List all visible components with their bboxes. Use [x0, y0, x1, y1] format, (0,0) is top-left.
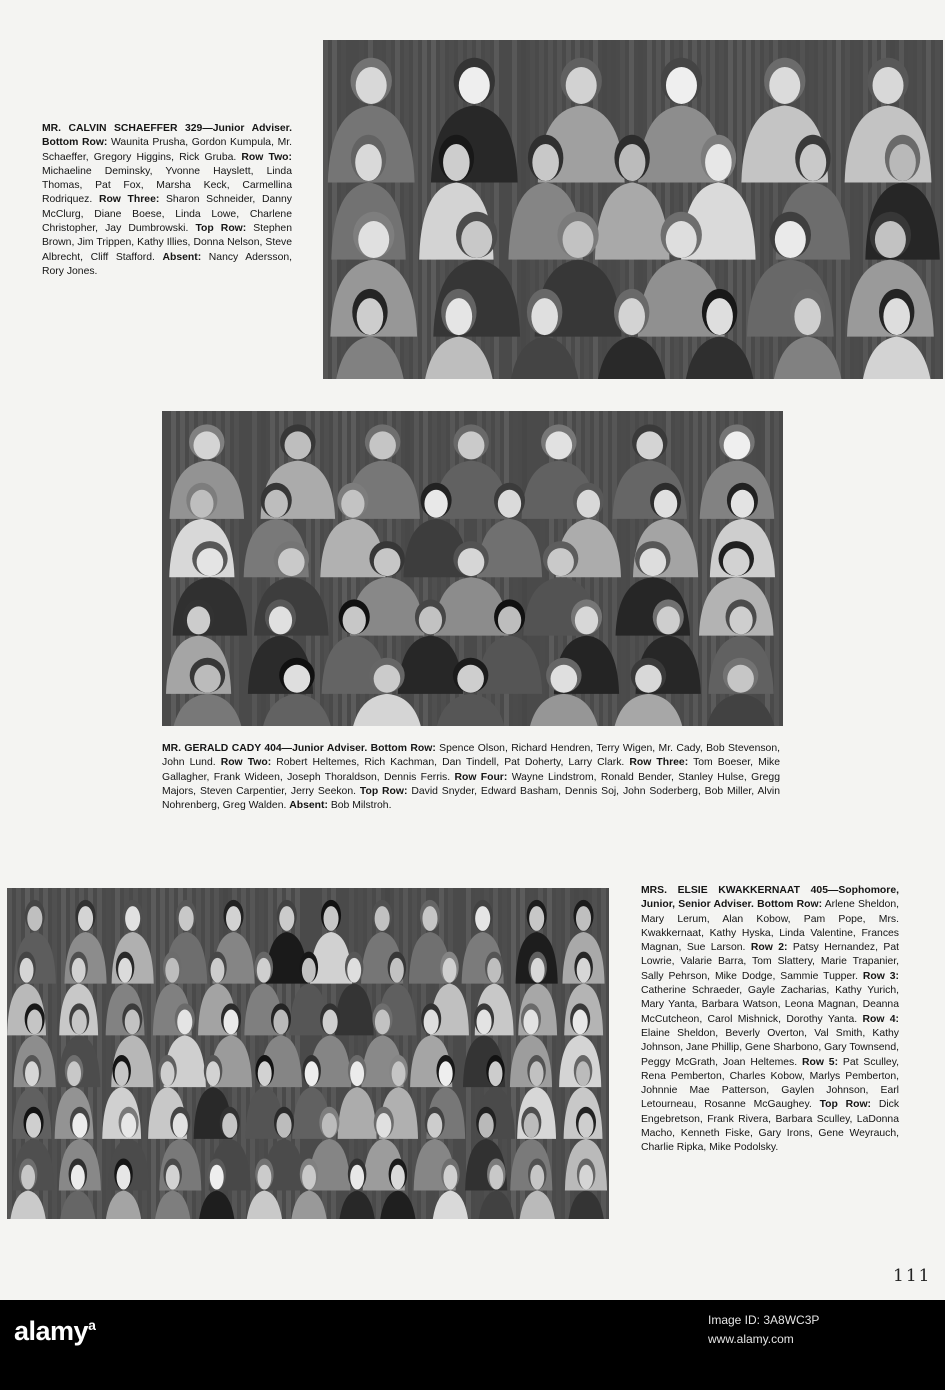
row-label: Row Three: — [629, 757, 689, 769]
row-names: Wayne Lindstrom, Ronald Bender, Stanley Hulse, Gregg Majors, Steven Carpentier, Jerry Seekon. — [162, 771, 780, 797]
brand-mark: a — [88, 1317, 96, 1333]
site-url[interactable]: www.alamy.com — [708, 1332, 794, 1346]
row-label: Bottom Row: — [42, 137, 108, 149]
adviser-role: —Junior Adviser. — [281, 743, 368, 754]
class-photo-kwakkernaat — [7, 888, 609, 1219]
image-id: Image ID: 3A8WC3P — [708, 1313, 820, 1327]
caption-schaeffer — [42, 122, 292, 279]
adviser-name: MR. CALVIN SCHAEFFER 329 — [42, 123, 203, 134]
row-names: Sharon Schneider, Danny McClurg, Diane Boese, Linda Lowe, Charlene Christopher, Jay Dumbrowski. — [42, 194, 293, 235]
page-number: 111 — [893, 1266, 932, 1286]
row-label: Top Row: — [359, 785, 408, 797]
brand-text: alamy — [14, 1316, 89, 1346]
row-names: Spence Olson, Richard Hendren, Terry Wigen, Mr. Cady, Bob Stevenson, John Lund. — [162, 743, 780, 769]
row-names: Catherine Schraeder, Gayle Zacharias, Kathy Yurich, Mary Yanta, Barbara Watson, Leona Magnan, Deanna McCutcheon, Carol Mishnick, Dorothy Yanta. — [641, 985, 899, 1025]
row-names: Bob Milstroh. — [330, 800, 392, 812]
caption-kwakkernaat — [641, 884, 899, 1156]
row-label: Row 5: — [802, 1056, 839, 1068]
adviser-name: MRS. ELSIE KWAKKERNAAT 405 — [641, 885, 828, 896]
class-photo-schaeffer — [323, 40, 943, 379]
row-label: Bottom Row: — [757, 899, 823, 911]
row-label: Bottom Row: — [370, 743, 436, 754]
caption-cady — [162, 742, 780, 813]
adviser-role: —Junior Adviser. — [202, 123, 293, 134]
row-label: Row Three: — [98, 194, 160, 206]
row-label: Row 3: — [862, 970, 900, 982]
row-label: Row 4: — [862, 1013, 900, 1025]
row-names: Nancy Adersson, Rory Jones. — [42, 251, 293, 277]
row-label: Absent: — [289, 800, 328, 812]
row-names: Patsy Hernandez, Pat Lowrie, Valarie Barra, Tom Slattery, Marie Trapanier, Sally Pehrson, Mike Dodge, Sammie Tupper. — [641, 942, 899, 982]
alamy-logo[interactable] — [14, 1316, 95, 1347]
row-names: Stephen Brown, Jim Trippen, Kathy Illies, Donna Nelson, Steve Albrecht, Cliff Stafford. — [42, 223, 292, 263]
adviser-name: MR. GERALD CADY 404 — [162, 743, 282, 754]
row-label: Row Four: — [454, 771, 508, 783]
row-names: Arlene Sheldon, Mary Lerum, Alan Kobow, Pam Pope, Mrs. Kwakkernaat, Kathy Hyska, Linda Valentine, Frances Magnan, Sue Larson. — [641, 899, 899, 954]
row-names: David Snyder, Edward Basham, Dennis Soj, John Soderberg, Bob Miller, Alvin Nohrenberg, Greg Walden. — [162, 785, 780, 812]
row-label: Absent: — [162, 251, 202, 263]
row-names: Michaeline Deminsky, Yvonne Hayslett, Linda Thomas, Pat Fox, Marsha Keck, Carmellina Rodriquez. — [42, 165, 292, 206]
row-label: Row Two: — [241, 151, 292, 163]
row-names: Waunita Prusha, Gordon Kumpula, Mr. Schaeffer, Gregory Higgins, Rick Gruba. — [42, 137, 292, 163]
adviser-role: —Sophomore, Junior, Senior Adviser. — [641, 885, 899, 911]
row-names: Elaine Sheldon, Beverly Overton, Val Smith, Kathy Johnson, Jane Phillip, Gene Sharbono, Gary Townsend, Peggy McGrath, Joan Heltemes. — [641, 1027, 900, 1068]
class-photo-cady — [162, 411, 783, 726]
row-label: Top Row: — [195, 223, 247, 235]
row-names: Tom Boeser, Mike Gallagher, Frank Wideen, Joseph Thoraldson, Dennis Ferris. — [162, 757, 781, 783]
row-names: Robert Heltemes, Rich Kachman, Dan Tindell, Pat Doherty, Larry Clark. — [276, 757, 625, 769]
row-label: Top Row: — [819, 1099, 872, 1111]
row-label: Row Two: — [220, 757, 272, 769]
row-label: Row 2: — [750, 942, 788, 954]
row-names: Pat Sculley, Rena Pemberton, Charles Kobow, Marlys Pemberton, Johnnie Mae Patterson, Gaylen Johnson, Earl Letourneau, Rosanne McGaughey. — [641, 1056, 900, 1111]
footer-info — [708, 1311, 819, 1349]
row-names: Dick Engebretson, Frank Rivera, Barbara Sculley, LaDonna Macho, Kenneth Fiske, Gary Irons, Gene Weyrauch, Charlie Ripka, Mike Podolsky. — [641, 1099, 900, 1154]
